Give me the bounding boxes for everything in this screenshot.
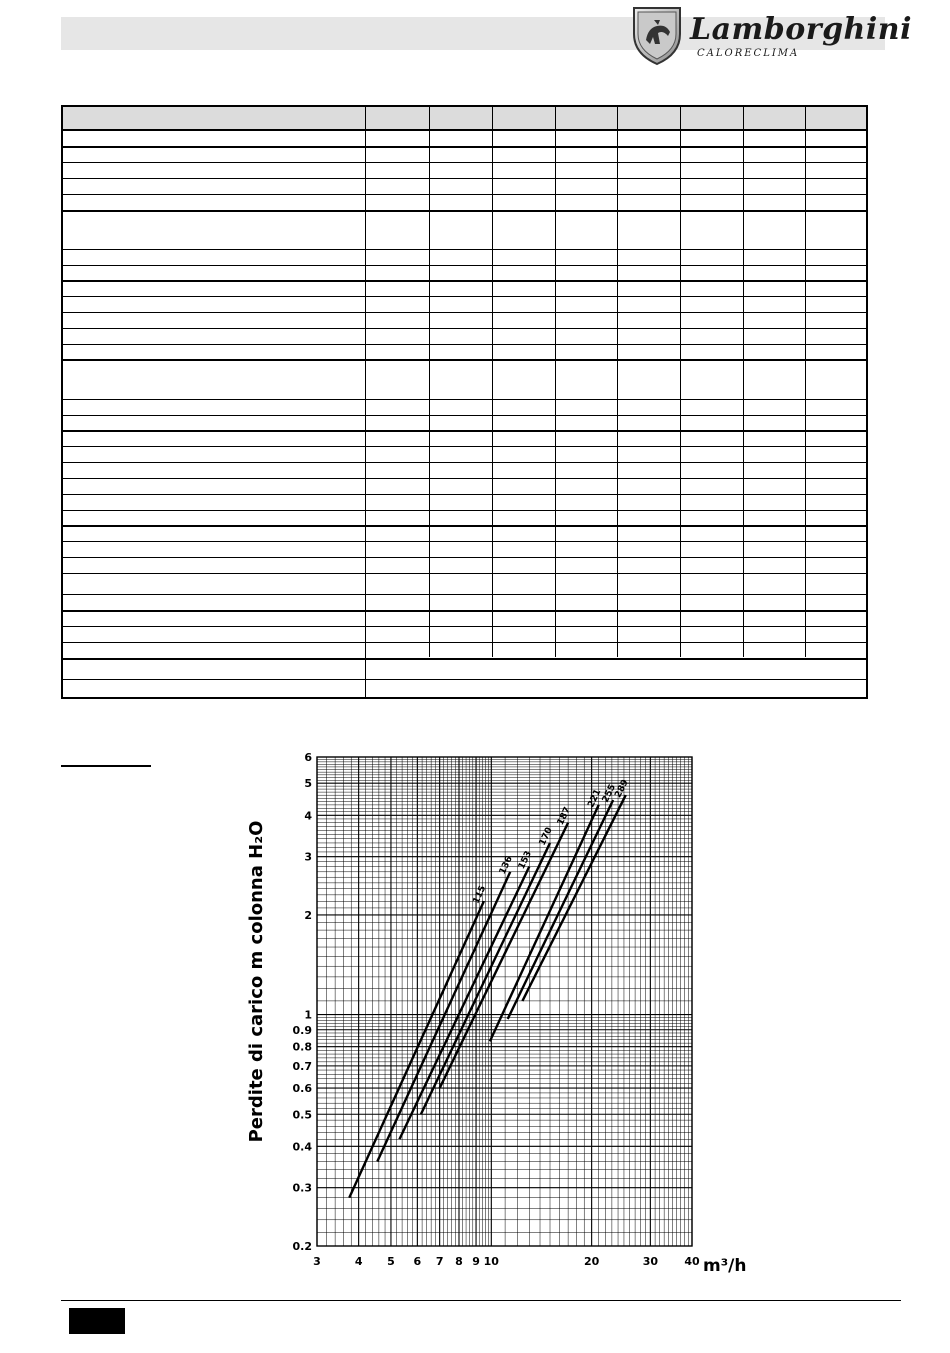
series-line (508, 800, 613, 1019)
table-row-divider (63, 594, 866, 595)
series-label: 289 (613, 778, 631, 800)
table-row-divider (63, 430, 866, 432)
y-tick-label: 6 (304, 751, 312, 764)
table-column-divider (555, 107, 556, 657)
y-axis-label: Perdite di carico m colonna H₂O (246, 820, 267, 1143)
x-tick-label: 30 (642, 1255, 659, 1268)
y-tick-label: 0.3 (292, 1181, 312, 1195)
table-row-divider (63, 541, 866, 542)
footer-rule (61, 1300, 901, 1301)
y-tick-label: 0.8 (292, 1040, 312, 1054)
brand-subtitle: CALORECLIMA (697, 48, 800, 59)
table-column-divider (743, 107, 744, 657)
y-tick-label: 5 (304, 777, 312, 791)
table-row-divider (63, 510, 866, 511)
table-row-divider (63, 359, 866, 361)
table-row-divider (63, 525, 866, 527)
spec-table (61, 105, 868, 699)
series-line (522, 795, 625, 1001)
brand-wordmark: Lamborghini (690, 12, 912, 47)
y-tick-label: 2 (304, 908, 312, 922)
y-tick-label: 3 (304, 850, 312, 864)
table-row-divider (63, 679, 866, 680)
table-row-divider (63, 146, 866, 148)
y-tick-label: 0.4 (292, 1140, 312, 1154)
y-tick-label: 0.7 (292, 1059, 312, 1073)
y-tick-label: 1 (304, 1008, 312, 1022)
table-row-divider (63, 265, 866, 266)
y-tick-label: 0.6 (292, 1082, 312, 1096)
section-rule (61, 765, 151, 767)
table-row-divider (63, 344, 866, 345)
pressure-loss-chart (240, 745, 760, 1285)
x-tick-label: 5 (387, 1255, 395, 1268)
table-row-divider (63, 296, 866, 297)
x-axis-label: m³/h (703, 1256, 747, 1276)
bull-shield-icon (630, 4, 684, 66)
table-row-divider (63, 610, 866, 612)
table-row-divider (63, 312, 866, 313)
series-line (399, 867, 529, 1140)
table-header-row (63, 107, 866, 131)
table-row-divider (63, 494, 866, 495)
series-label: 187 (555, 805, 574, 827)
table-row-divider (63, 557, 866, 558)
table-row-divider (63, 280, 866, 282)
x-tick-label: 7 (435, 1255, 444, 1268)
table-row-divider (63, 249, 866, 250)
y-tick-label: 0.2 (292, 1240, 312, 1253)
series-label: 255 (600, 782, 618, 805)
series-label: 170 (537, 825, 555, 848)
series-label: 136 (497, 854, 515, 877)
table-row-divider (63, 658, 866, 660)
table-row-divider (63, 415, 866, 416)
table-row-divider (63, 178, 866, 179)
table-row-divider (63, 210, 866, 212)
page-tab (69, 1308, 125, 1334)
x-tick-label: 10 (483, 1255, 499, 1268)
table-column-divider (365, 107, 366, 697)
table-column-divider (805, 107, 806, 657)
series-label: 221 (586, 787, 604, 810)
table-row-divider (63, 478, 866, 479)
table-column-divider (492, 107, 493, 657)
x-tick-label: 3 (313, 1255, 321, 1268)
y-tick-label: 4 (304, 809, 312, 823)
table-row-divider (63, 573, 866, 574)
series-label: 115 (471, 884, 489, 906)
table-row-divider (63, 446, 866, 447)
table-column-divider (429, 107, 430, 657)
table-row-divider (63, 328, 866, 329)
x-tick-label: 9 (472, 1255, 480, 1268)
y-tick-label: 0.5 (292, 1108, 312, 1122)
y-tick-label: 0.9 (292, 1023, 312, 1037)
table-row-divider (63, 162, 866, 163)
table-column-divider (617, 107, 618, 657)
table-row-divider (63, 399, 866, 400)
x-tick-label: 8 (455, 1255, 463, 1268)
table-column-divider (680, 107, 681, 657)
x-tick-label: 20 (583, 1255, 600, 1268)
table-row-divider (63, 462, 866, 463)
x-tick-label: 40 (684, 1255, 700, 1268)
x-tick-label: 6 (413, 1255, 422, 1268)
table-row-divider (63, 642, 866, 643)
table-row-divider (63, 626, 866, 627)
table-row-divider (63, 194, 866, 195)
x-tick-label: 4 (354, 1255, 363, 1268)
series-line (349, 901, 484, 1197)
series-label: 153 (516, 849, 535, 871)
